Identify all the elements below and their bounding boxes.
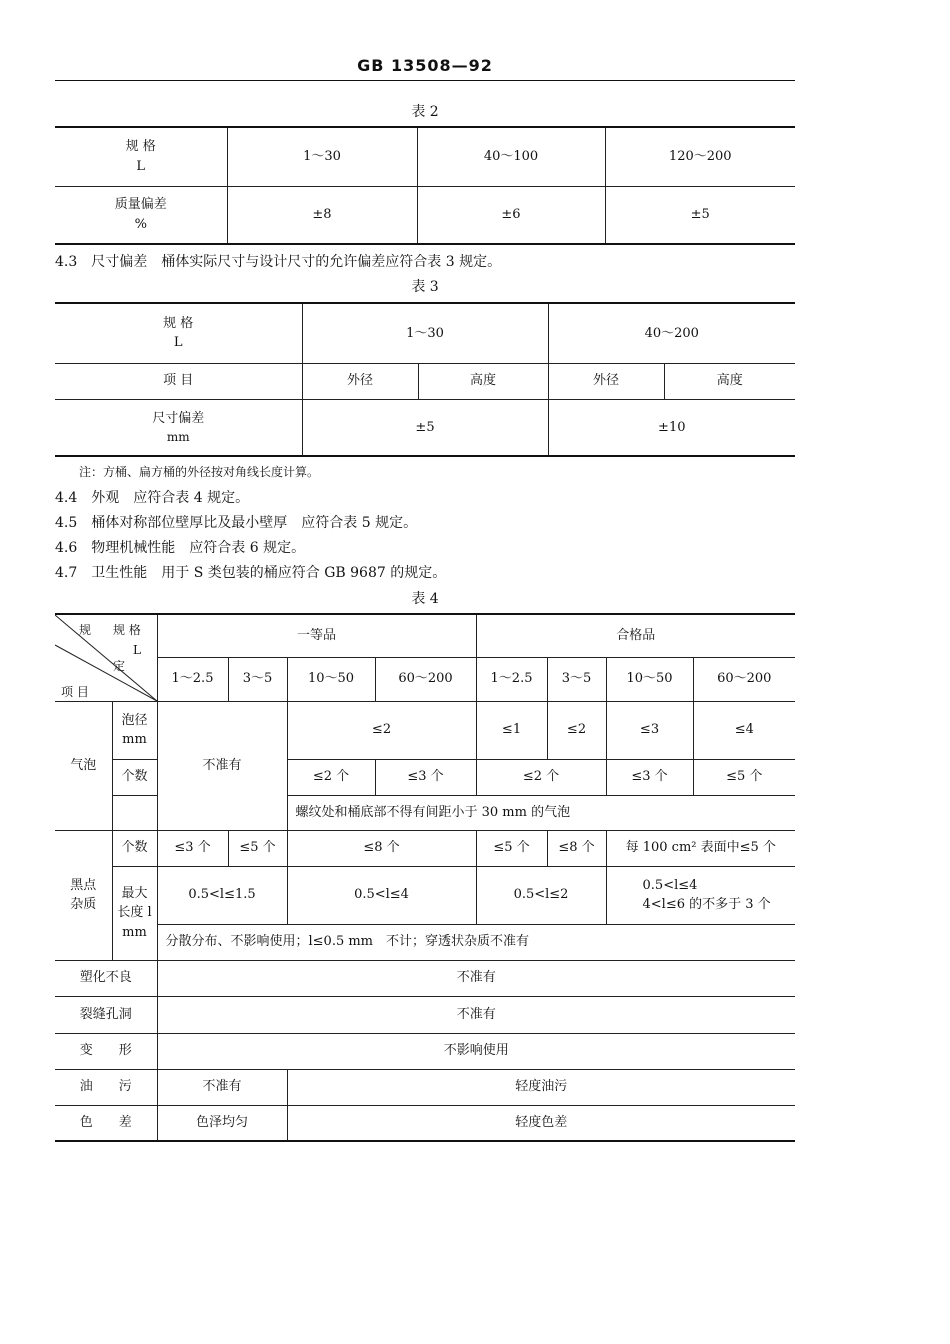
table-cell: 黑点 杂质 (55, 830, 112, 960)
section-4-6: 4.6 物理机械性能 应符合表 6 规定。 (55, 540, 306, 556)
table-cell: 色泽均匀 (157, 1105, 287, 1141)
table-row (55, 657, 795, 701)
table3-caption: 表 3 (411, 279, 439, 295)
table-cell: ±8 (227, 186, 417, 244)
table-cell: 个数 (112, 759, 157, 795)
table-cell: ≤5 个 (693, 759, 795, 795)
table-row (55, 996, 795, 1033)
table-cell: ≤2 (287, 701, 476, 759)
table-row (55, 399, 795, 456)
table-cell: 不准有 (157, 701, 287, 830)
table-row (55, 1105, 795, 1141)
table-cell: 合格品 (476, 614, 795, 657)
table-cell: ≤5 个 (476, 830, 547, 866)
table-row (55, 186, 795, 244)
table-cell: 0.5<l≤4 4<l≤6 的不多于 3 个 (606, 866, 795, 924)
table-cell: ±5 (302, 399, 548, 456)
table-cell: 分散分布、不影响使用；l≤0.5 mm 不计；穿透状杂质不准有 (157, 924, 795, 960)
table-cell: ≤8 个 (287, 830, 476, 866)
table-cell: 60～200 (375, 657, 476, 701)
table-cell: 高度 (664, 363, 795, 399)
table-row (55, 1069, 795, 1105)
table-cell: 一等品 (157, 614, 476, 657)
table-cell: 泡径 mm (112, 701, 157, 759)
table-row (55, 614, 795, 657)
table-row (55, 303, 795, 363)
section-4-7: 4.7 卫生性能 用于 S 类包装的桶应符合 GB 9687 的规定。 (55, 565, 447, 581)
table-cell: 规 格 L (55, 127, 227, 186)
table-cell: 轻度色差 (287, 1105, 795, 1141)
table-cell: 裂缝孔洞 (55, 996, 157, 1033)
table-cell: 油 污 (55, 1069, 157, 1105)
table-cell: 40～100 (417, 127, 605, 186)
table-cell: 0.5<l≤4 (287, 866, 476, 924)
section-4-4: 4.4 外观 应符合表 4 规定。 (55, 490, 250, 506)
table-cell: 不准有 (157, 996, 795, 1033)
table-cell: 不准有 (157, 1069, 287, 1105)
table-cell: 1～30 (302, 303, 548, 363)
standard-code-header: GB 13508—92 (357, 56, 493, 75)
table-cell: 每 100 cm² 表面中≤5 个 (606, 830, 795, 866)
table-row (55, 363, 795, 399)
table3 (55, 302, 795, 457)
table-cell: 轻度油污 (287, 1069, 795, 1105)
table-cell: 规 格 L (55, 303, 302, 363)
table-cell: 气泡 (55, 701, 112, 830)
table-cell: 1～30 (227, 127, 417, 186)
table-cell: 40～200 (548, 303, 795, 363)
table-cell: 60～200 (693, 657, 795, 701)
table-cell: ≤3 个 (375, 759, 476, 795)
section-4-3: 4.3 尺寸偏差 桶体实际尺寸与设计尺寸的允许偏差应符合表 3 规定。 (55, 254, 502, 270)
table-cell: ≤1 (476, 701, 547, 759)
table4 (55, 613, 795, 1142)
table2-caption: 表 2 (411, 104, 439, 120)
table-row (55, 127, 795, 186)
table-cell: 色 差 (55, 1105, 157, 1141)
table-cell: 高度 (418, 363, 548, 399)
table-cell: 不准有 (157, 960, 795, 996)
table-cell: 塑化不良 (55, 960, 157, 996)
table-cell: 1～2.5 (476, 657, 547, 701)
table-cell: ≤2 (547, 701, 606, 759)
table-cell: 项 目 (55, 363, 302, 399)
section-4-5: 4.5 桶体对称部位壁厚比及最小壁厚 应符合表 5 规定。 (55, 515, 418, 531)
table-cell: 尺寸偏差 mm (55, 399, 302, 456)
table4-caption: 表 4 (411, 591, 439, 607)
table-cell: ≤3 个 (157, 830, 228, 866)
table-cell: ≤5 个 (228, 830, 287, 866)
table-cell: 螺纹处和桶底部不得有间距小于 30 mm 的气泡 (287, 795, 795, 830)
table2 (55, 126, 795, 245)
table-cell: 10～50 (606, 657, 693, 701)
table-cell: ≤3 个 (606, 759, 693, 795)
table-cell: ≤2 个 (476, 759, 606, 795)
table-cell (112, 795, 157, 830)
table-cell: 3～5 (228, 657, 287, 701)
table-cell: 3～5 (547, 657, 606, 701)
table-cell: 1～2.5 (157, 657, 228, 701)
table-cell: 外径 (302, 363, 418, 399)
table-cell: ±5 (605, 186, 795, 244)
table-row (55, 924, 795, 960)
table-row (55, 866, 795, 924)
table-cell: ±10 (548, 399, 795, 456)
table-cell: 个数 (112, 830, 157, 866)
table-row (55, 1033, 795, 1069)
table4-corner-cell: 规 规 格 L 定 项 目 (55, 614, 157, 701)
header-rule (55, 80, 795, 81)
table-cell: 0.5<l≤1.5 (157, 866, 287, 924)
table-cell: 120～200 (605, 127, 795, 186)
table-cell: ≤8 个 (547, 830, 606, 866)
table3-note: 注：方桶、扁方桶的外径按对角线长度计算。 (79, 465, 320, 479)
table-cell: ±6 (417, 186, 605, 244)
table-cell: ≤2 个 (287, 759, 375, 795)
table-cell: 外径 (548, 363, 664, 399)
table-cell: ≤3 (606, 701, 693, 759)
table-cell: ≤4 (693, 701, 795, 759)
table-cell: 不影响使用 (157, 1033, 795, 1069)
table-cell: 10～50 (287, 657, 375, 701)
table-row (55, 701, 795, 759)
table-cell: 质量偏差 % (55, 186, 227, 244)
table-row (55, 960, 795, 996)
table-cell: 最大 长度 l mm (112, 866, 157, 960)
table-cell: 变 形 (55, 1033, 157, 1069)
table-row (55, 830, 795, 866)
table-cell: 0.5<l≤2 (476, 866, 606, 924)
